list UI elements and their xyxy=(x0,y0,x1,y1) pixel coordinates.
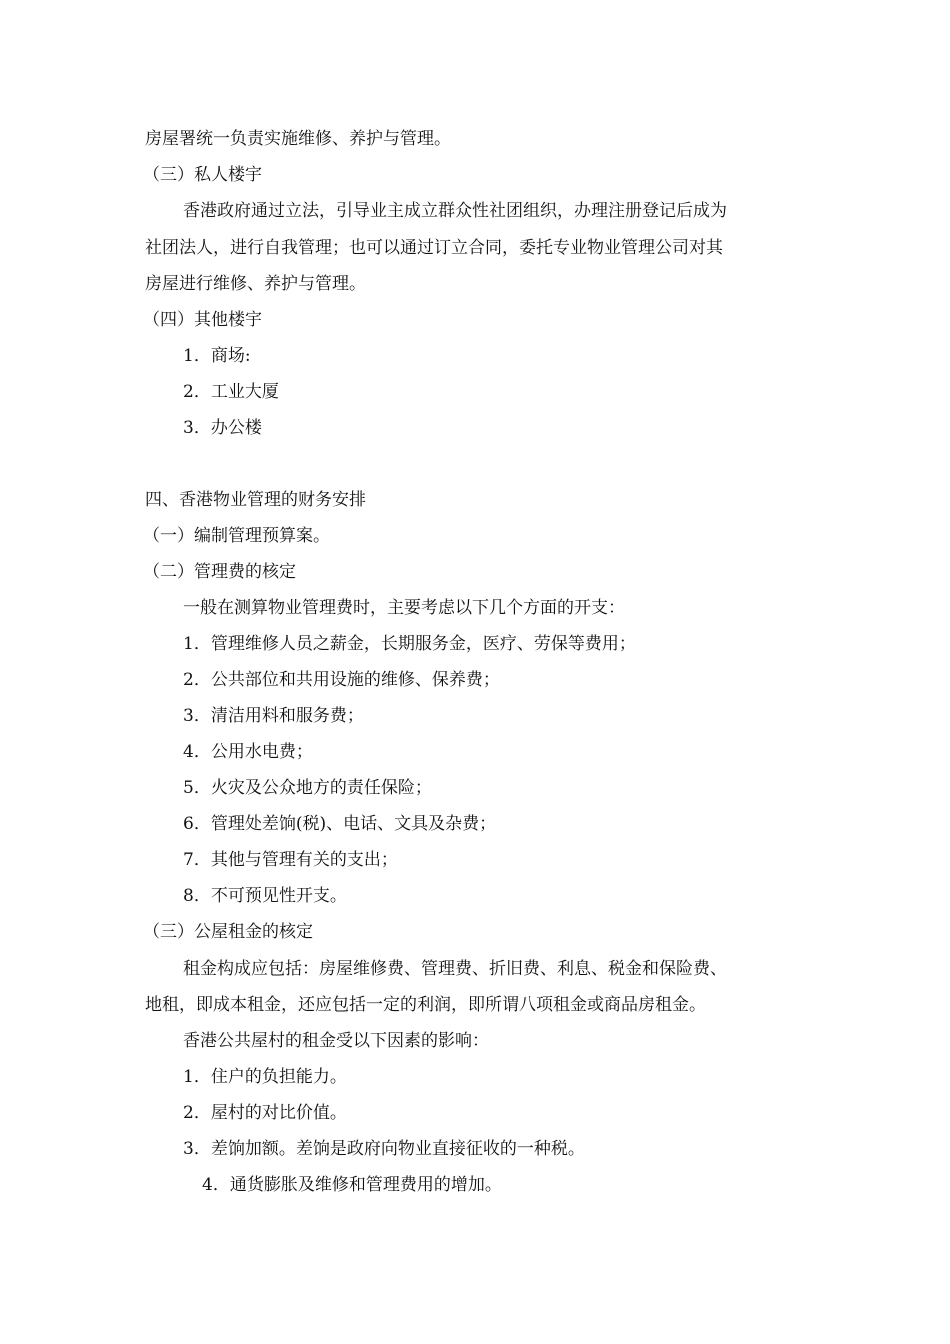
list-item: 5．火灾及公众地方的责任保险； xyxy=(183,778,432,798)
list-item: 3．清洁用料和服务费； xyxy=(183,706,364,726)
section-heading-financial: 四、香港物业管理的财务安排 xyxy=(145,490,366,510)
subheading-private-buildings: （三）私人楼宇 xyxy=(143,165,262,185)
paragraph-line: 地租，即成本租金，还应包括一定的利润，即所谓八项租金或商品房租金。 xyxy=(145,995,706,1015)
subheading-management-fee: （二）管理费的核定 xyxy=(143,562,296,582)
paragraph-line: 租金构成应包括：房屋维修费、管理费、折旧费、利息、税金和保险费、 xyxy=(183,959,727,979)
list-item: 3．差饷加额。差饷是政府向物业直接征收的一种税。 xyxy=(183,1139,585,1159)
list-item: 1．商场: xyxy=(183,346,251,366)
subheading-budget: （一）编制管理预算案。 xyxy=(143,526,330,546)
list-item: 2．工业大厦 xyxy=(183,382,279,402)
paragraph-line: 社团法人，进行自我管理；也可以通过订立合同，委托专业物业管理公司对其 xyxy=(145,238,723,258)
paragraph-line: 香港公共屋村的租金受以下因素的影响： xyxy=(183,1031,489,1051)
list-item: 1．管理维修人员之薪金，长期服务金，医疗、劳保等费用； xyxy=(183,634,636,654)
list-item: 1．住户的负担能力。 xyxy=(183,1067,347,1087)
paragraph-line: 一般在测算物业管理费时，主要考虑以下几个方面的开支： xyxy=(183,598,625,618)
paragraph-line: 香港政府通过立法，引导业主成立群众性社团组织，办理注册登记后成为 xyxy=(183,201,727,221)
list-item: 4．公用水电费； xyxy=(183,742,313,762)
list-item: 6．管理处差饷(税)、电话、文具及杂费； xyxy=(183,814,497,834)
subheading-public-housing-rent: （三）公屋租金的核定 xyxy=(143,922,313,942)
list-item: 3．办公楼 xyxy=(183,418,262,438)
list-item: 4．通货膨胀及维修和管理费用的增加。 xyxy=(202,1175,502,1195)
list-item: 2．公共部位和共用设施的维修、保养费； xyxy=(183,670,500,690)
list-item: 8．不可预见性开支。 xyxy=(183,886,347,906)
subheading-other-buildings: （四）其他楼宇 xyxy=(143,310,262,330)
list-item: 2．屋村的对比价值。 xyxy=(183,1103,347,1123)
paragraph-line: 房屋进行维修、养护与管理。 xyxy=(145,274,366,294)
list-item: 7．其他与管理有关的支出； xyxy=(183,850,398,870)
paragraph-line: 房屋署统一负责实施维修、养护与管理。 xyxy=(145,129,451,149)
